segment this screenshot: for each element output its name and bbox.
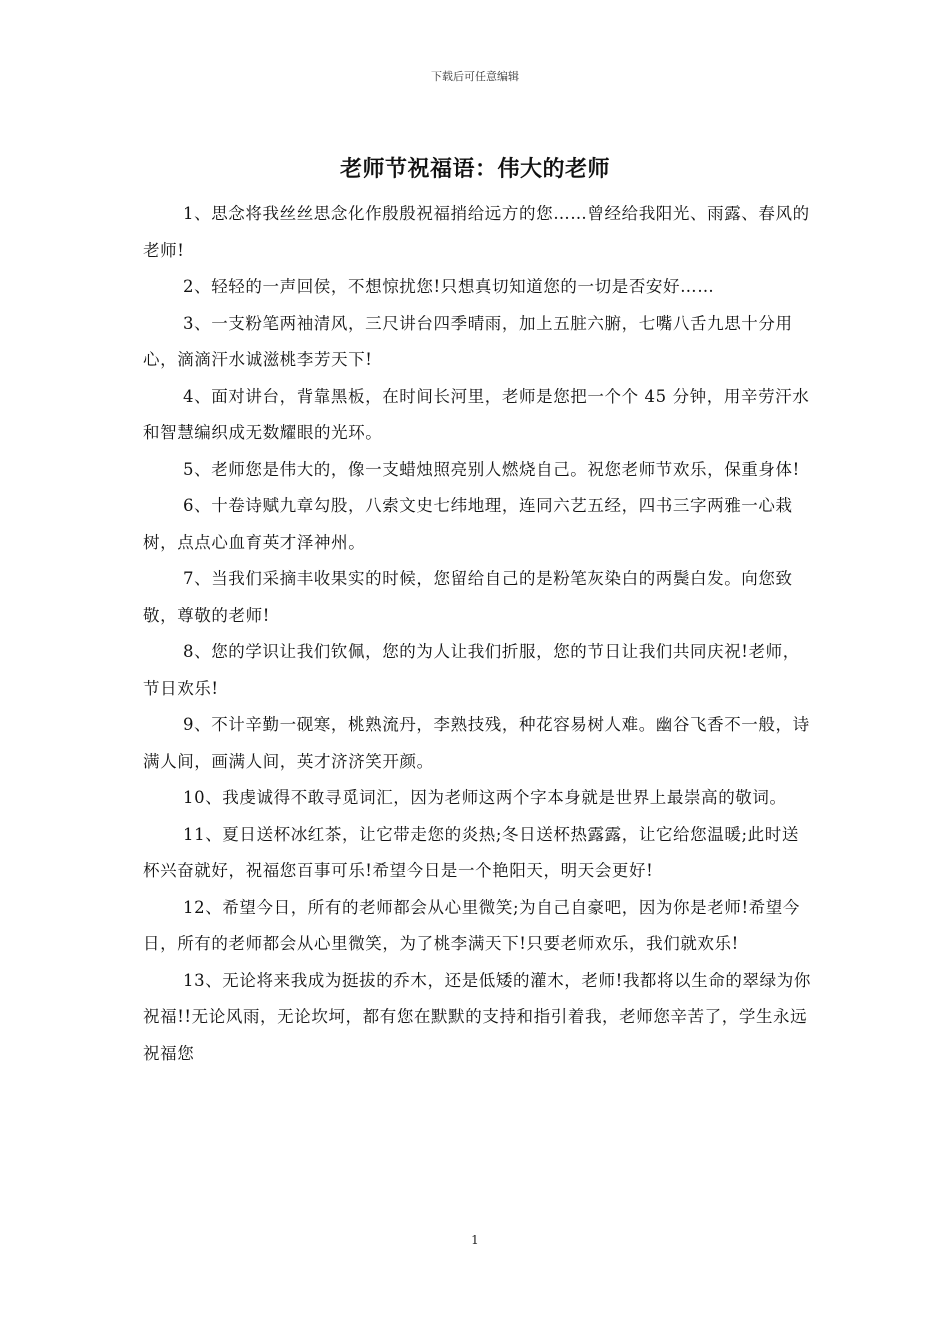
paragraph-3: 3、一支粉笔两袖清风，三尺讲台四季晴雨，加上五脏六腑，七嘴八舌九思十分用心，滴滴汗水诚滋桃李芳天下! (143, 313, 793, 369)
paragraph-2: 2、轻轻的一声回侯，不想惊扰您!只想真切知道您的一切是否安好…… (183, 277, 715, 296)
paragraph-6: 6、十卷诗赋九章勾股，八索文史七纬地理，连同六艺五经，四书三字两雅一心栽树，点点心血育英才泽神州。 (143, 496, 793, 552)
paragraph-13: 13、无论将来我成为挺拔的乔木，还是低矮的灌木，老师!我都将以生命的翠绿为你祝福!!无论风雨，无论坎坷，都有您在默默的支持和指引着我，老师您辛苦了，学生永远祝福您 (143, 970, 811, 1063)
page-number: 1 (471, 1233, 479, 1247)
paragraph-10: 10、我虔诚得不敢寻觅词汇，因为老师这两个字本身就是世界上最崇高的敬词。 (183, 788, 787, 807)
page-title: 老师节祝福语：伟大的老师 (339, 157, 610, 182)
paragraph-5: 5、老师您是伟大的，像一支蜡烛照亮别人燃烧自己。祝您老师节欢乐，保重身体! (183, 459, 800, 479)
paragraph-8: 8、您的学识让我们钦佩，您的为人让我们折服，您的节日让我们共同庆祝!老师，节日欢乐! (143, 642, 800, 698)
paragraph-11: 11、夏日送杯冰红茶，让它带走您的炎热;冬日送杯热露露，让它给您温暖;此时送杯兴奋就好，祝福您百事可乐!希望今日是一个艳阳天，明天会更好! (143, 824, 799, 880)
paragraph-9: 9、不计辛勤一砚寒，桃熟流丹，李熟技残，种花容易树人难。幽谷飞香不一般，诗满人间，画满人间，英才济济笑开颜。 (143, 715, 810, 771)
paragraph-7: 7、当我们采摘丰收果实的时候，您留给自己的是粉笔灰染白的两鬓白发。向您致敬，尊敬的老师! (143, 569, 793, 625)
document-body (143, 196, 815, 1072)
paragraph-4: 4、面对讲台，背靠黑板，在时间长河里，老师是您把一个个 45 分钟，用辛劳汗水和智慧编织成无数耀眼的光环。 (143, 386, 810, 442)
header-note: 下载后可任意编辑 (431, 70, 519, 83)
paragraph-12: 12、希望今日，所有的老师都会从心里微笑;为自己自豪吧，因为你是老师!希望今日，所有的老师都会从心里微笑，为了桃李满天下!只要老师欢乐，我们就欢乐! (143, 897, 800, 953)
paragraph-1: 1、思念将我丝丝思念化作殷殷祝福捎给远方的您……曾经给我阳光、雨露、春风的老师! (143, 204, 810, 260)
